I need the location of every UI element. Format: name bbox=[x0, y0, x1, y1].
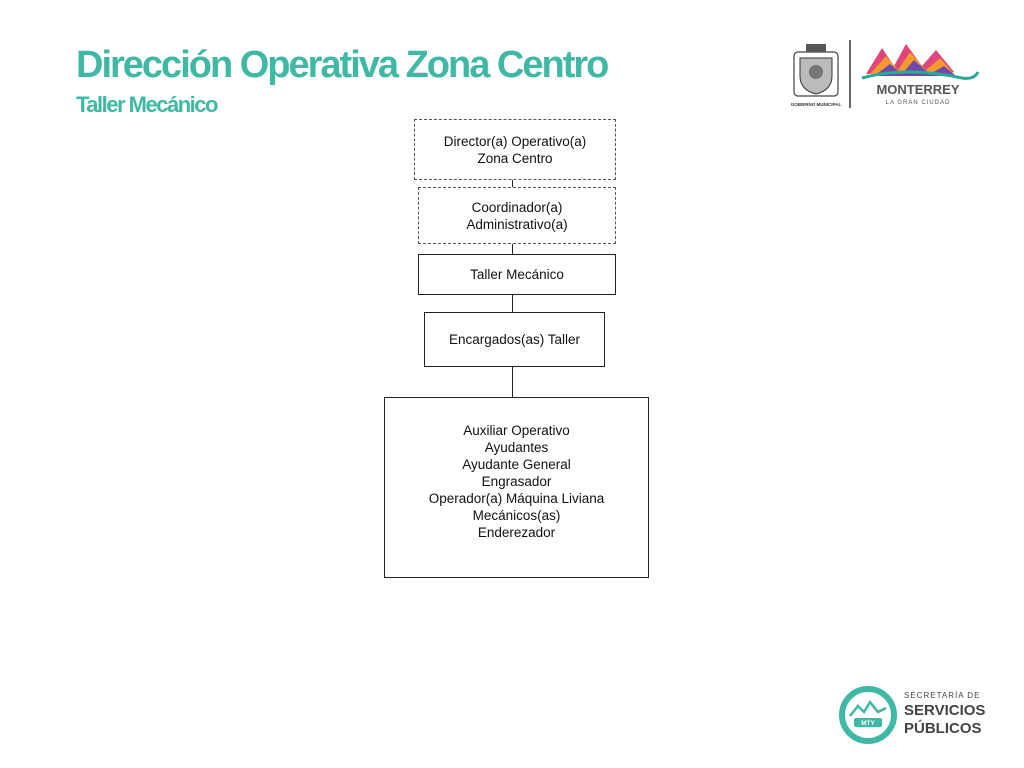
servicios-line2: SERVICIOS bbox=[904, 702, 986, 719]
municipal-caption: GOBIERNO MUNICIPAL bbox=[790, 102, 842, 107]
servicios-badge: MTY bbox=[861, 720, 875, 727]
page-subtitle: Taller Mecánico bbox=[76, 92, 217, 117]
staff-item: Enderezador bbox=[477, 525, 556, 540]
managers-label: Encargados(as) Taller bbox=[448, 332, 581, 347]
monterrey-tagline: LA GRAN CIUDAD bbox=[885, 100, 951, 106]
org-box-managers bbox=[424, 312, 605, 367]
connector-managers-staff bbox=[512, 366, 513, 398]
servicios-circle-icon bbox=[842, 689, 894, 741]
director-title: Director(a) Operativo(a) bbox=[443, 133, 587, 149]
staff-item: Engrasador bbox=[481, 474, 552, 489]
servicios-publicos-logo bbox=[834, 682, 1014, 748]
org-box-workshop bbox=[418, 254, 616, 295]
org-box-coordinator bbox=[418, 187, 616, 244]
staff-item: Mecánicos(as) bbox=[472, 508, 561, 523]
coordinator-title: Coordinador(a) bbox=[471, 199, 563, 215]
servicios-line3: PÚBLICOS bbox=[904, 720, 982, 737]
header-logos bbox=[786, 36, 986, 112]
connector-workshop-managers bbox=[512, 294, 513, 313]
workshop-label: Taller Mecánico bbox=[470, 267, 564, 282]
org-box-staff bbox=[384, 397, 649, 578]
staff-item: Ayudante General bbox=[462, 457, 571, 472]
director-zone: Zona Centro bbox=[477, 150, 553, 166]
servicios-line1: SECRETARÍA DE bbox=[904, 691, 981, 700]
monterrey-mountain-icon bbox=[862, 44, 978, 78]
municipal-seal-icon bbox=[794, 44, 838, 96]
coordinator-area: Administrativo(a) bbox=[466, 216, 568, 232]
staff-item: Ayudantes bbox=[484, 440, 549, 455]
monterrey-name: MONTERREY bbox=[876, 82, 960, 97]
staff-item: Operador(a) Máquina Liviana bbox=[428, 491, 605, 506]
staff-item: Auxiliar Operativo bbox=[463, 423, 570, 438]
org-box-director bbox=[414, 119, 616, 180]
page-title: Dirección Operativa Zona Centro bbox=[76, 44, 608, 86]
